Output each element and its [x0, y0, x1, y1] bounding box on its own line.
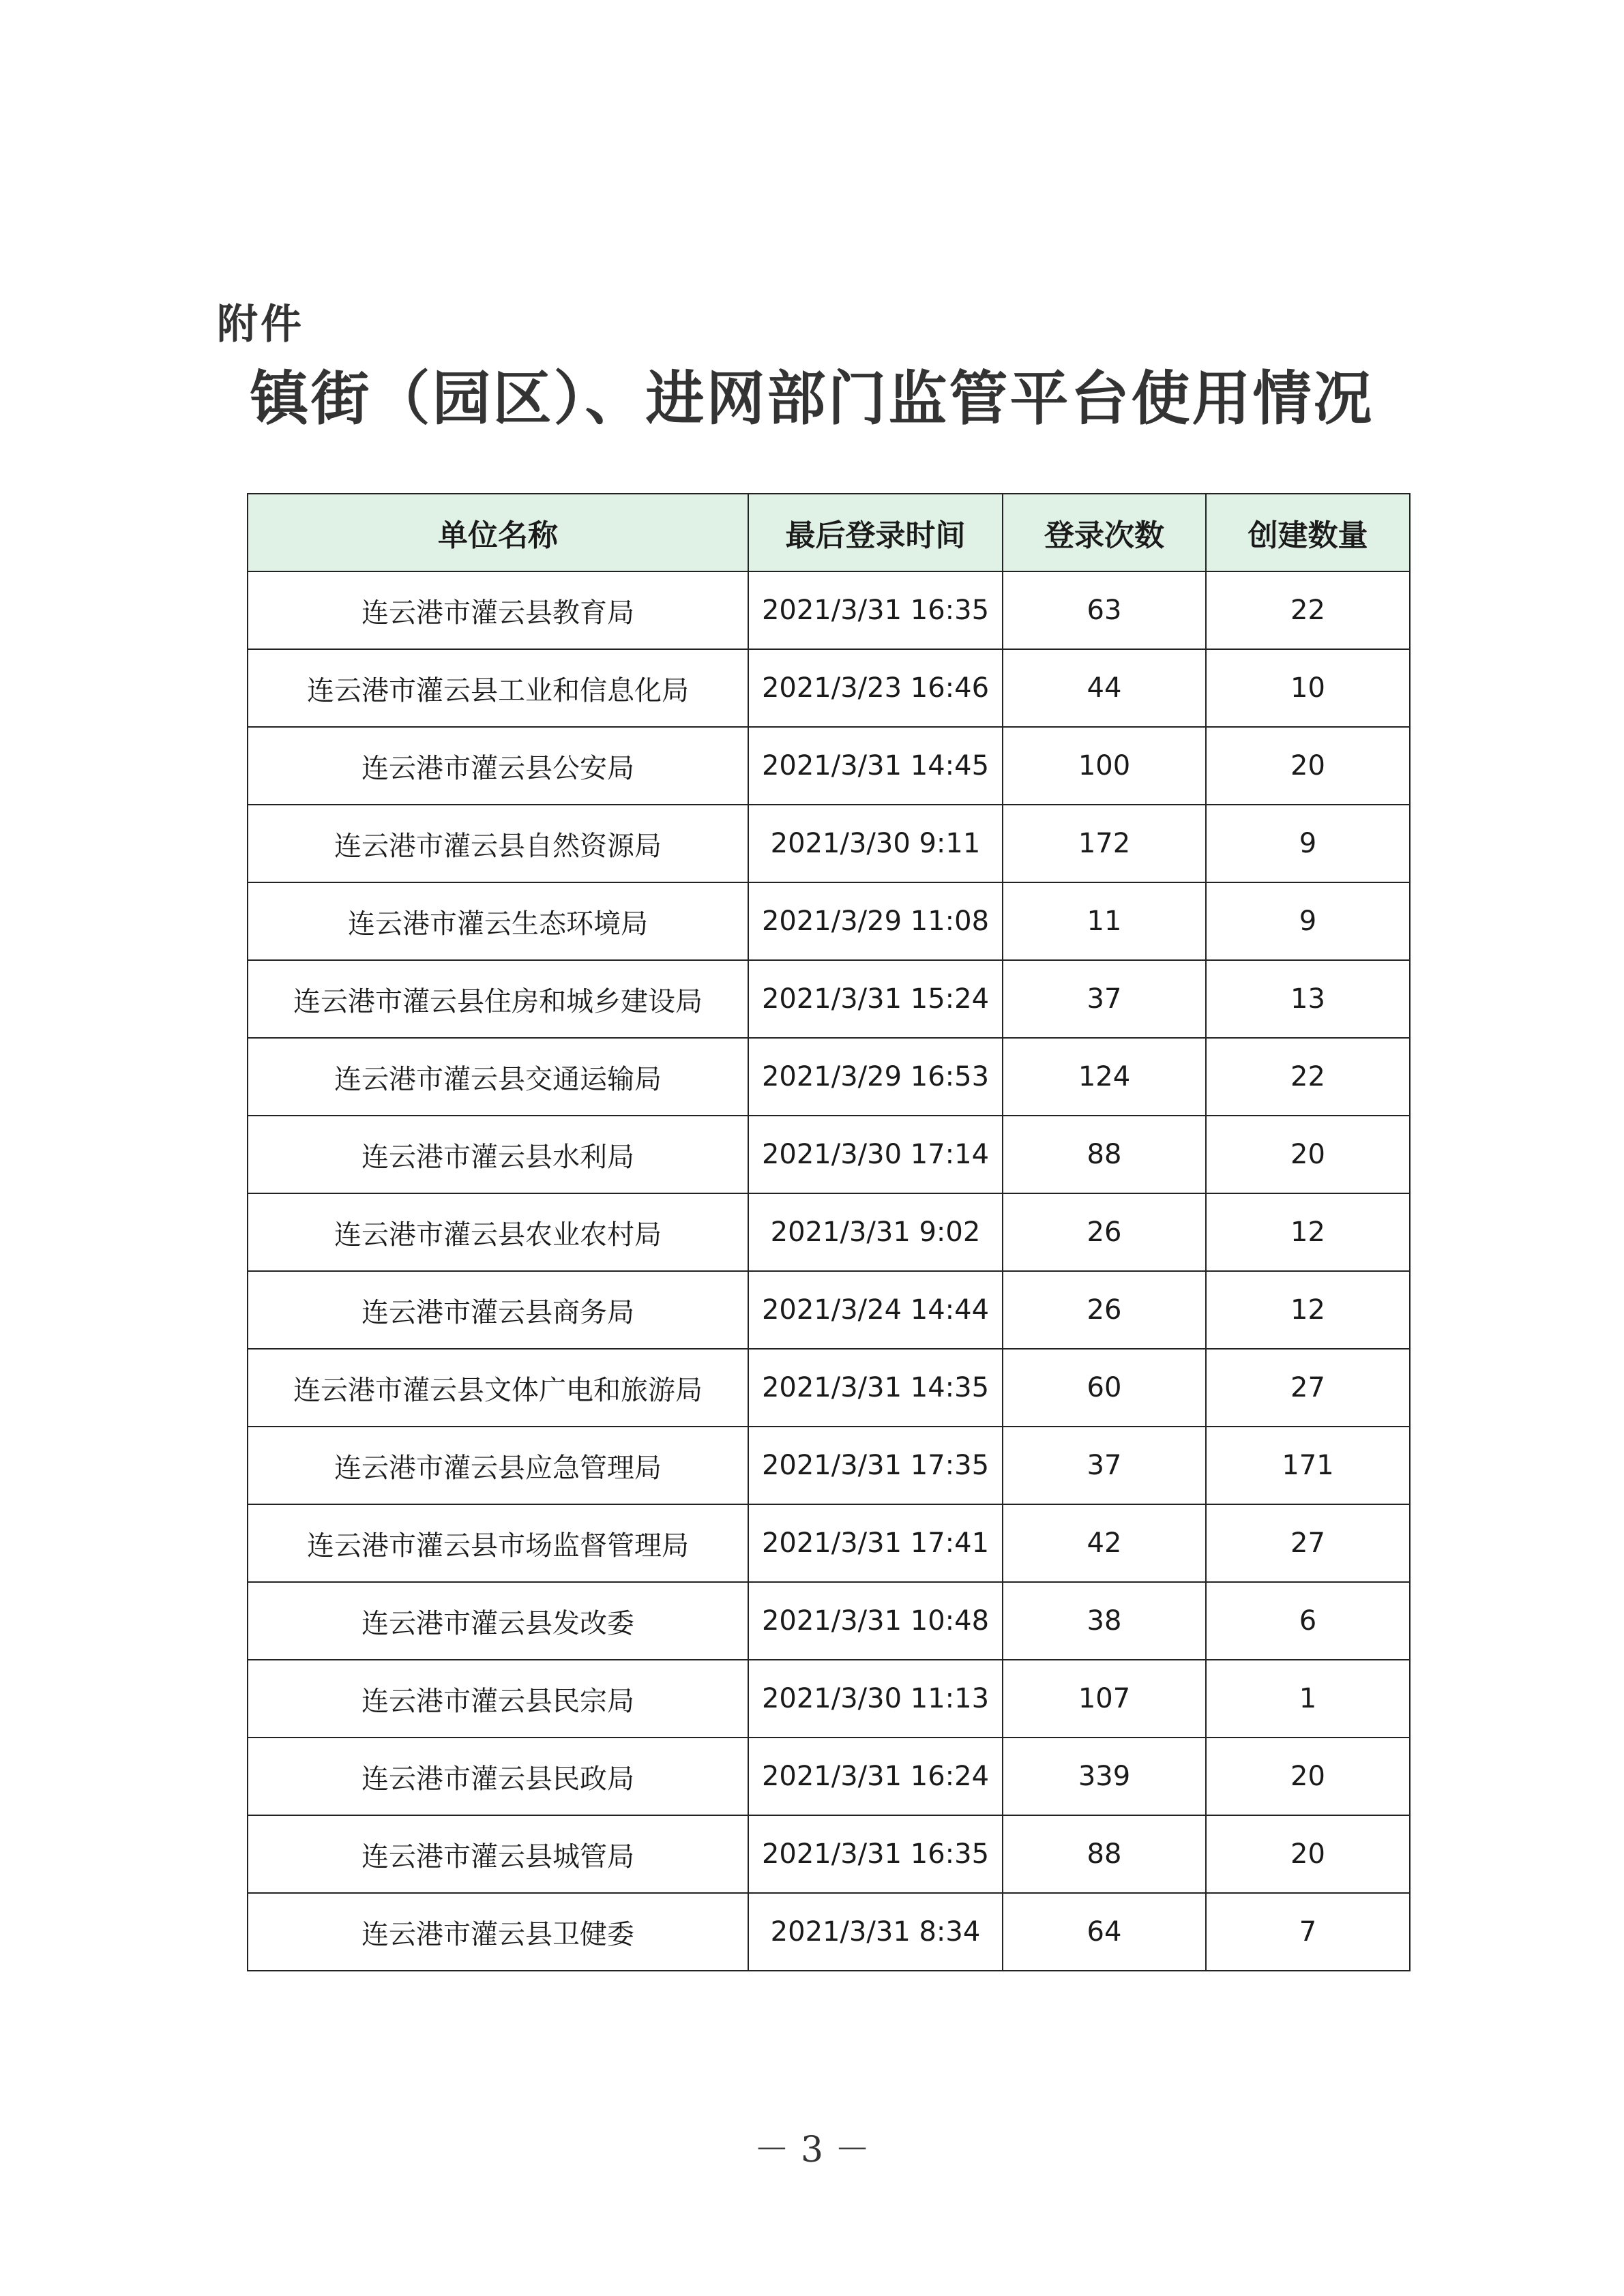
cell-last-login: 2021/3/31 8:34 — [748, 1893, 1003, 1971]
table-header-row — [248, 494, 1410, 571]
table-row — [248, 1193, 1410, 1271]
cell-last-login: 2021/3/30 11:13 — [748, 1660, 1003, 1738]
cell-unit-name: 连云港市灌云县住房和城乡建设局 — [248, 960, 748, 1038]
cell-created-count: 20 — [1206, 727, 1410, 805]
cell-last-login: 2021/3/29 11:08 — [748, 882, 1003, 960]
cell-unit-name: 连云港市灌云县水利局 — [248, 1116, 748, 1193]
table-row — [248, 571, 1410, 649]
cell-login-count: 42 — [1003, 1504, 1206, 1582]
cell-login-count: 107 — [1003, 1660, 1206, 1738]
cell-last-login: 2021/3/31 14:35 — [748, 1349, 1003, 1427]
cell-last-login: 2021/3/30 17:14 — [748, 1116, 1003, 1193]
table-row — [248, 1660, 1410, 1738]
table-row — [248, 1271, 1410, 1349]
cell-last-login: 2021/3/31 17:41 — [748, 1504, 1003, 1582]
cell-created-count: 27 — [1206, 1504, 1410, 1582]
cell-created-count: 20 — [1206, 1815, 1410, 1893]
cell-created-count: 12 — [1206, 1271, 1410, 1349]
cell-last-login: 2021/3/31 16:24 — [748, 1738, 1003, 1815]
cell-last-login: 2021/3/29 16:53 — [748, 1038, 1003, 1116]
cell-last-login: 2021/3/31 15:24 — [748, 960, 1003, 1038]
header-created-count: 创建数量 — [1206, 494, 1410, 571]
usage-table-container — [247, 493, 1409, 1971]
header-unit-name: 单位名称 — [248, 494, 748, 571]
table-body — [248, 571, 1410, 1971]
cell-login-count: 88 — [1003, 1815, 1206, 1893]
table-row — [248, 1815, 1410, 1893]
cell-unit-name: 连云港市灌云县农业农村局 — [248, 1193, 748, 1271]
cell-created-count: 10 — [1206, 649, 1410, 727]
cell-last-login: 2021/3/30 9:11 — [748, 805, 1003, 882]
cell-login-count: 37 — [1003, 1427, 1206, 1504]
header-last-login: 最后登录时间 — [748, 494, 1003, 571]
table-row — [248, 960, 1410, 1038]
usage-table — [247, 493, 1411, 1971]
cell-login-count: 64 — [1003, 1893, 1206, 1971]
cell-last-login: 2021/3/31 16:35 — [748, 1815, 1003, 1893]
cell-unit-name: 连云港市灌云县交通运输局 — [248, 1038, 748, 1116]
table-row — [248, 1116, 1410, 1193]
cell-login-count: 60 — [1003, 1349, 1206, 1427]
cell-login-count: 88 — [1003, 1116, 1206, 1193]
cell-created-count: 1 — [1206, 1660, 1410, 1738]
cell-last-login: 2021/3/31 17:35 — [748, 1427, 1003, 1504]
cell-login-count: 63 — [1003, 571, 1206, 649]
cell-created-count: 9 — [1206, 882, 1410, 960]
table-row — [248, 1349, 1410, 1427]
cell-login-count: 172 — [1003, 805, 1206, 882]
cell-last-login: 2021/3/31 9:02 — [748, 1193, 1003, 1271]
cell-unit-name: 连云港市灌云县发改委 — [248, 1582, 748, 1660]
cell-created-count: 22 — [1206, 1038, 1410, 1116]
cell-login-count: 26 — [1003, 1271, 1206, 1349]
cell-unit-name: 连云港市灌云生态环境局 — [248, 882, 748, 960]
cell-login-count: 38 — [1003, 1582, 1206, 1660]
cell-login-count: 124 — [1003, 1038, 1206, 1116]
document-title: 镇街（园区）、进网部门监管平台使用情况 — [250, 364, 1374, 433]
table-row — [248, 1582, 1410, 1660]
cell-unit-name: 连云港市灌云县文体广电和旅游局 — [248, 1349, 748, 1427]
table-row — [248, 882, 1410, 960]
table-row — [248, 727, 1410, 805]
table-row — [248, 1504, 1410, 1582]
table-row — [248, 1738, 1410, 1815]
cell-created-count: 12 — [1206, 1193, 1410, 1271]
page-number: － 3 － — [754, 2130, 870, 2171]
cell-unit-name: 连云港市灌云县卫健委 — [248, 1893, 748, 1971]
cell-login-count: 11 — [1003, 882, 1206, 960]
cell-login-count: 339 — [1003, 1738, 1206, 1815]
cell-unit-name: 连云港市灌云县城管局 — [248, 1815, 748, 1893]
cell-login-count: 37 — [1003, 960, 1206, 1038]
cell-login-count: 44 — [1003, 649, 1206, 727]
cell-created-count: 20 — [1206, 1738, 1410, 1815]
cell-unit-name: 连云港市灌云县商务局 — [248, 1271, 748, 1349]
table-row — [248, 1893, 1410, 1971]
cell-unit-name: 连云港市灌云县市场监督管理局 — [248, 1504, 748, 1582]
cell-unit-name: 连云港市灌云县教育局 — [248, 571, 748, 649]
cell-created-count: 6 — [1206, 1582, 1410, 1660]
cell-created-count: 171 — [1206, 1427, 1410, 1504]
cell-unit-name: 连云港市灌云县民宗局 — [248, 1660, 748, 1738]
cell-login-count: 100 — [1003, 727, 1206, 805]
cell-unit-name: 连云港市灌云县应急管理局 — [248, 1427, 748, 1504]
cell-last-login: 2021/3/31 16:35 — [748, 571, 1003, 649]
table-row — [248, 805, 1410, 882]
cell-last-login: 2021/3/24 14:44 — [748, 1271, 1003, 1349]
cell-unit-name: 连云港市灌云县民政局 — [248, 1738, 748, 1815]
cell-created-count: 7 — [1206, 1893, 1410, 1971]
table-row — [248, 1038, 1410, 1116]
attachment-label: 附件 — [217, 301, 304, 348]
cell-unit-name: 连云港市灌云县自然资源局 — [248, 805, 748, 882]
cell-last-login: 2021/3/31 14:45 — [748, 727, 1003, 805]
cell-unit-name: 连云港市灌云县公安局 — [248, 727, 748, 805]
cell-last-login: 2021/3/23 16:46 — [748, 649, 1003, 727]
cell-created-count: 13 — [1206, 960, 1410, 1038]
cell-created-count: 27 — [1206, 1349, 1410, 1427]
cell-created-count: 22 — [1206, 571, 1410, 649]
table-row — [248, 649, 1410, 727]
cell-login-count: 26 — [1003, 1193, 1206, 1271]
cell-created-count: 20 — [1206, 1116, 1410, 1193]
cell-created-count: 9 — [1206, 805, 1410, 882]
table-row — [248, 1427, 1410, 1504]
cell-last-login: 2021/3/31 10:48 — [748, 1582, 1003, 1660]
header-login-count: 登录次数 — [1003, 494, 1206, 571]
cell-unit-name: 连云港市灌云县工业和信息化局 — [248, 649, 748, 727]
